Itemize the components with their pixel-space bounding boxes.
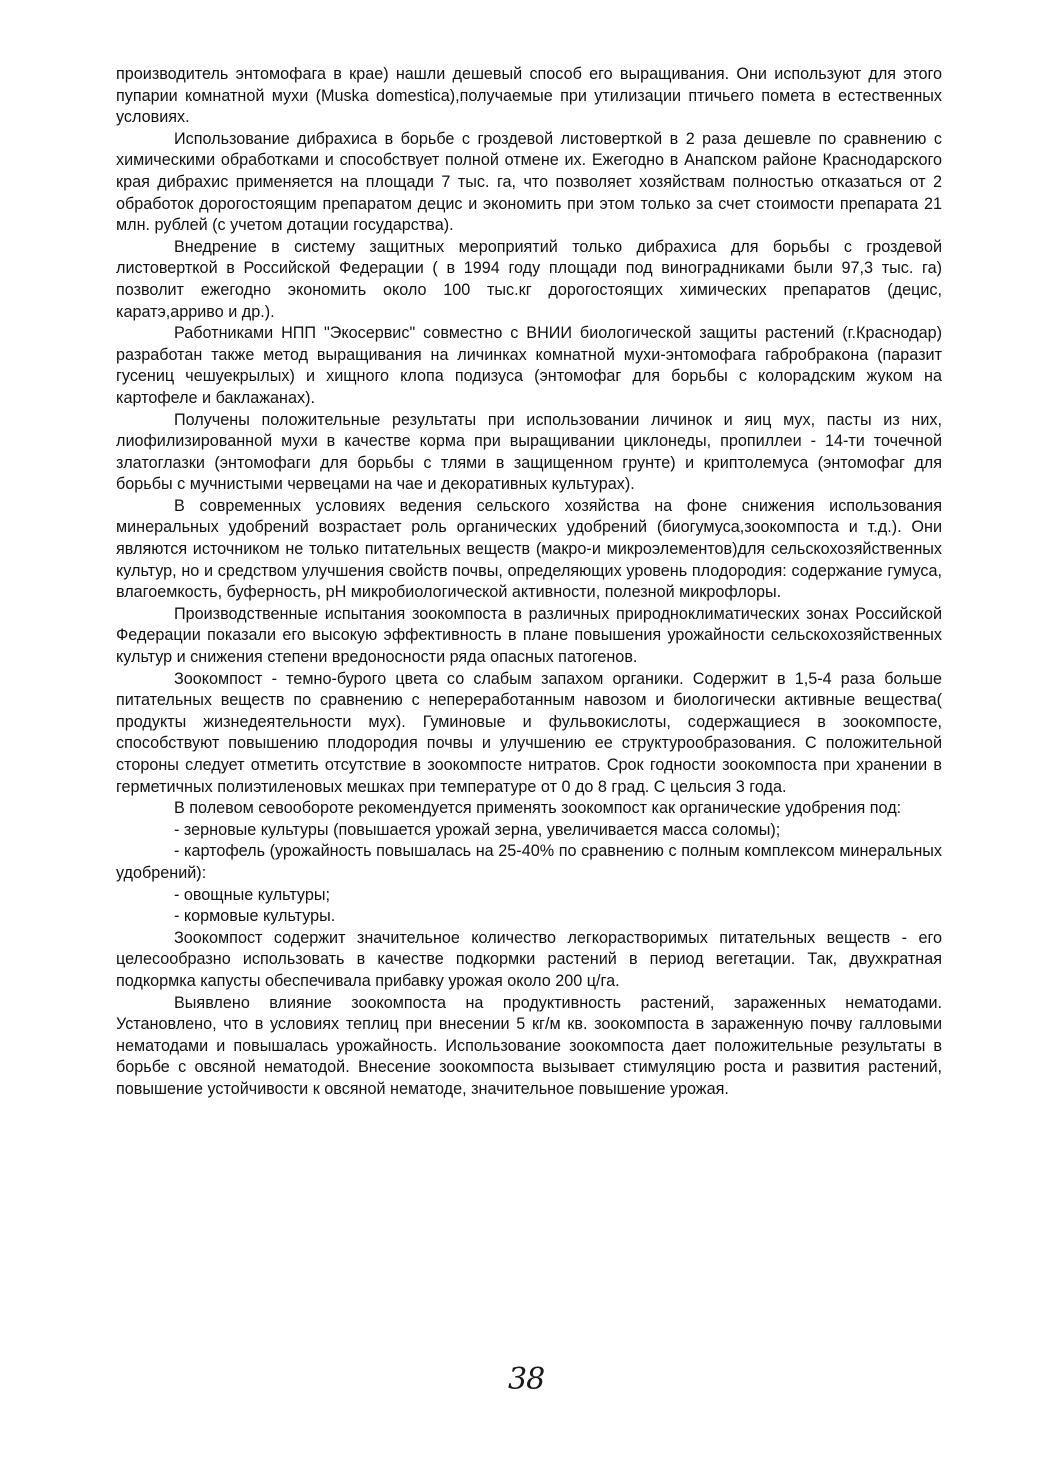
list-item-vegetables: - овощные культуры;: [174, 885, 330, 904]
paragraph-4: Работниками НПП "Экосервис" совместно с ВНИИ биологической защиты растений (г.Краснодар) разработан также метод выращивания на личинках комнатной мухи-энтомофага габробракона (паразит гусениц чешуекрылых) и хищного клопа подизуса (энтомофаг для борьбы с колорадским жуком на картофеле и баклажанах).: [116, 324, 942, 407]
document-body: [116, 64, 942, 1101]
list-item-grain: - зерновые культуры (повышается урожай зерна, увеличивается масса соломы);: [174, 820, 781, 839]
paragraph-1: производитель энтомофага в крае) нашли дешевый способ его выращивания. Они используют для этого пупарии комнатной мухи (Muska domestica),получаемые при утилизации птичьего помета в естественных условиях.: [116, 65, 942, 127]
paragraph-10: Зоокомпост содержит значительное количество легкорастворимых питательных веществ - его целесообразно использовать в качестве подкормки растений в период вегетации. Так, двухкратная подкормка капусты обеспечивала прибавку урожая около 200 ц/га.: [116, 928, 942, 990]
paragraph-5: Получены положительные результаты при использовании личинок и яиц мух, пасты из них, лиофилизированной мухи в качестве корма при выращивании циклонеды, пропиллеи - 14-ти точечной златоглазки (энтомофаги для борьбы с тлями в защищенном грунте) и криптолемуса (энтомофаг для борьбы с мучнистыми червецами на чае и декоративных культурах).: [116, 410, 942, 494]
list-item-fodder: - кормовые культуры.: [174, 907, 336, 926]
paragraph-8: Зоокомпост - темно-бурого цвета со слабым запахом органики. Содержит в 1,5-4 раза больше питательных веществ по сравнению с непереработанным навозом и биологически активные вещества( продукты жизнедеятельности мух). Гуминовые и фульвокислоты, содержащиеся в зоокомпосте, способствуют повышению плодородия почвы и улучшению ее структурообразования. С положительной стороны следует отметить отсутствие в зоокомпосте нитратов. Срок годности зоокомпоста при хранении в герметичных полиэтиленовых мешках при температуре от 0 до 8 град. С цельсия 3 года.: [116, 669, 942, 796]
paragraph-3: Внедрение в систему защитных мероприятий только дибрахиса для борьбы с гроздевой листоверткой в Российской Федерации ( в 1994 году площади под виноградниками были 97,3 тыс. га) позволит ежегодно экономить около 100 тыс.кг дорогостоящих химических препаратов (децис, каратэ,арриво и др.).: [116, 237, 942, 321]
list-item-potato: - картофель (урожайность повышалась на 25-40% по сравнению с полным комплексом минеральных удобрений):: [116, 842, 942, 882]
page-number: 38: [508, 1362, 545, 1397]
paragraph-9: В полевом севообороте рекомендуется применять зоокомпост как органические удобрения под:: [174, 799, 902, 818]
paragraph-6: В современных условиях ведения сельского хозяйства на фоне снижения использования минеральных удобрений возрастает роль органических удобрений (биогумуса,зоокомпоста и т.д.). Они являются источником не только питательных веществ (макро-и микроэлементов)для сельскохозяйственных культур, но и средством улучшения свойств почвы, определяющих уровень плодородия: содержание гумуса, влагоемкость, буферность, рН микробиологической активности, полезной микрофлоры.: [116, 496, 942, 602]
paragraph-7: Производственные испытания зоокомпоста в различных природноклиматических зонах Российской Федерации показали его высокую эффективность в плане повышения урожайности сельскохозяйственных культур и снижения степени вредоносности ряда опасных патогенов.: [116, 604, 942, 667]
paragraph-11: Выявлено влияние зоокомпоста на продуктивность растений, зараженных нематодами. Установлено, что в условиях теплиц при внесении 5 кг/м кв. зоокомпоста в зараженную почву галловыми нематодами и повышалась урожайность. Использование зоокомпоста дает положительные результаты в борьбе с овсяной нематодой. Внесение зоокомпоста вызывает стимуляцию роста и развития растений, повышение устойчивости к овсяной нематоде, значительное повышение урожая.: [116, 993, 942, 1098]
paragraph-2: Использование дибрахиса в борьбе с гроздевой листоверткой в 2 раза дешевле по сравнению с химическими обработками и способствует полной отмене их. Ежегодно в Анапском районе Краснодарского края дибрахис применяется на площади 7 тыс. га, что позволяет хозяйствам полностью отказаться от 2 обработок дорогостоящим препаратом децис и экономить при этом только за счет стоимости препарата 21 млн. рублей (с учетом дотации государства).: [116, 129, 942, 235]
